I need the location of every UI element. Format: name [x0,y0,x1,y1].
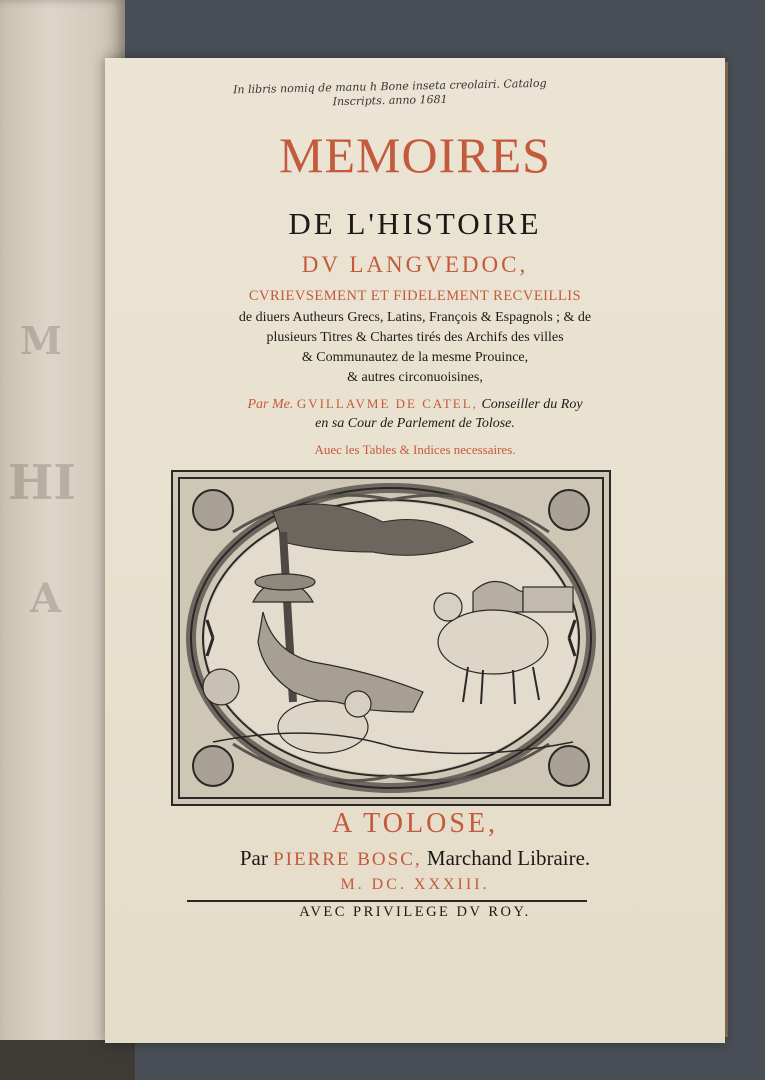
privilege-line: AVEC PRIVILEGE DV ROY. [299,904,531,920]
pastoral-engraving [171,470,611,806]
inscription-line-2: Inscripts. anno 1681 [332,92,448,109]
publication-date: M. DC. XXXIII. [340,876,490,893]
description-line-2: plusieurs Titres & Chartes tirés des Archifs des villes [266,330,564,345]
place-of-printing: A TOLOSE, [332,808,498,839]
publisher-name: PIERRE BOSC, [273,849,422,870]
description-line-4: & autres circonuoisines, [347,370,483,385]
inscription-line-1: In libris nomiq de manu h Bone inseta creolairi. Catalog [232,76,547,97]
tables-line: Auec les Tables & Indices necessaires. [314,442,516,457]
publisher-line [105,846,725,871]
publisher-prefix: Par [239,846,268,870]
description-line-3: & Communautez de la mesme Prouince, [301,350,529,365]
handwritten-inscription [150,75,630,113]
book-title: MEMOIRES [279,127,551,183]
author-name: GVILLAVME DE CATEL, [296,396,478,411]
book-cover-bottom [0,1040,135,1080]
title-page [105,58,725,1043]
description-line-1: de diuers Autheurs Grecs, Latins, François & Espagnols ; & de [238,310,592,325]
author-line [105,396,725,413]
author-title: Conseiller du Roy [481,397,583,412]
bleed-through-text: HI [8,455,76,511]
publisher-title: Marchand Libraire. [426,846,591,870]
subtitle-languedoc: DV LANGVEDOC, [301,252,529,277]
subtitle-histoire: DE L'HISTOIRE [288,206,542,241]
author-prefix: Par Me. [247,397,294,412]
description-caps: CVRIEVSEMENT ET FIDELEMENT RECVEILLIS [248,288,582,304]
bleed-through-text: A [30,575,62,622]
bleed-through-text: M [20,318,63,363]
court-line: en sa Cour de Parlement de Tolose. [315,416,515,431]
divider-rule [187,900,587,902]
